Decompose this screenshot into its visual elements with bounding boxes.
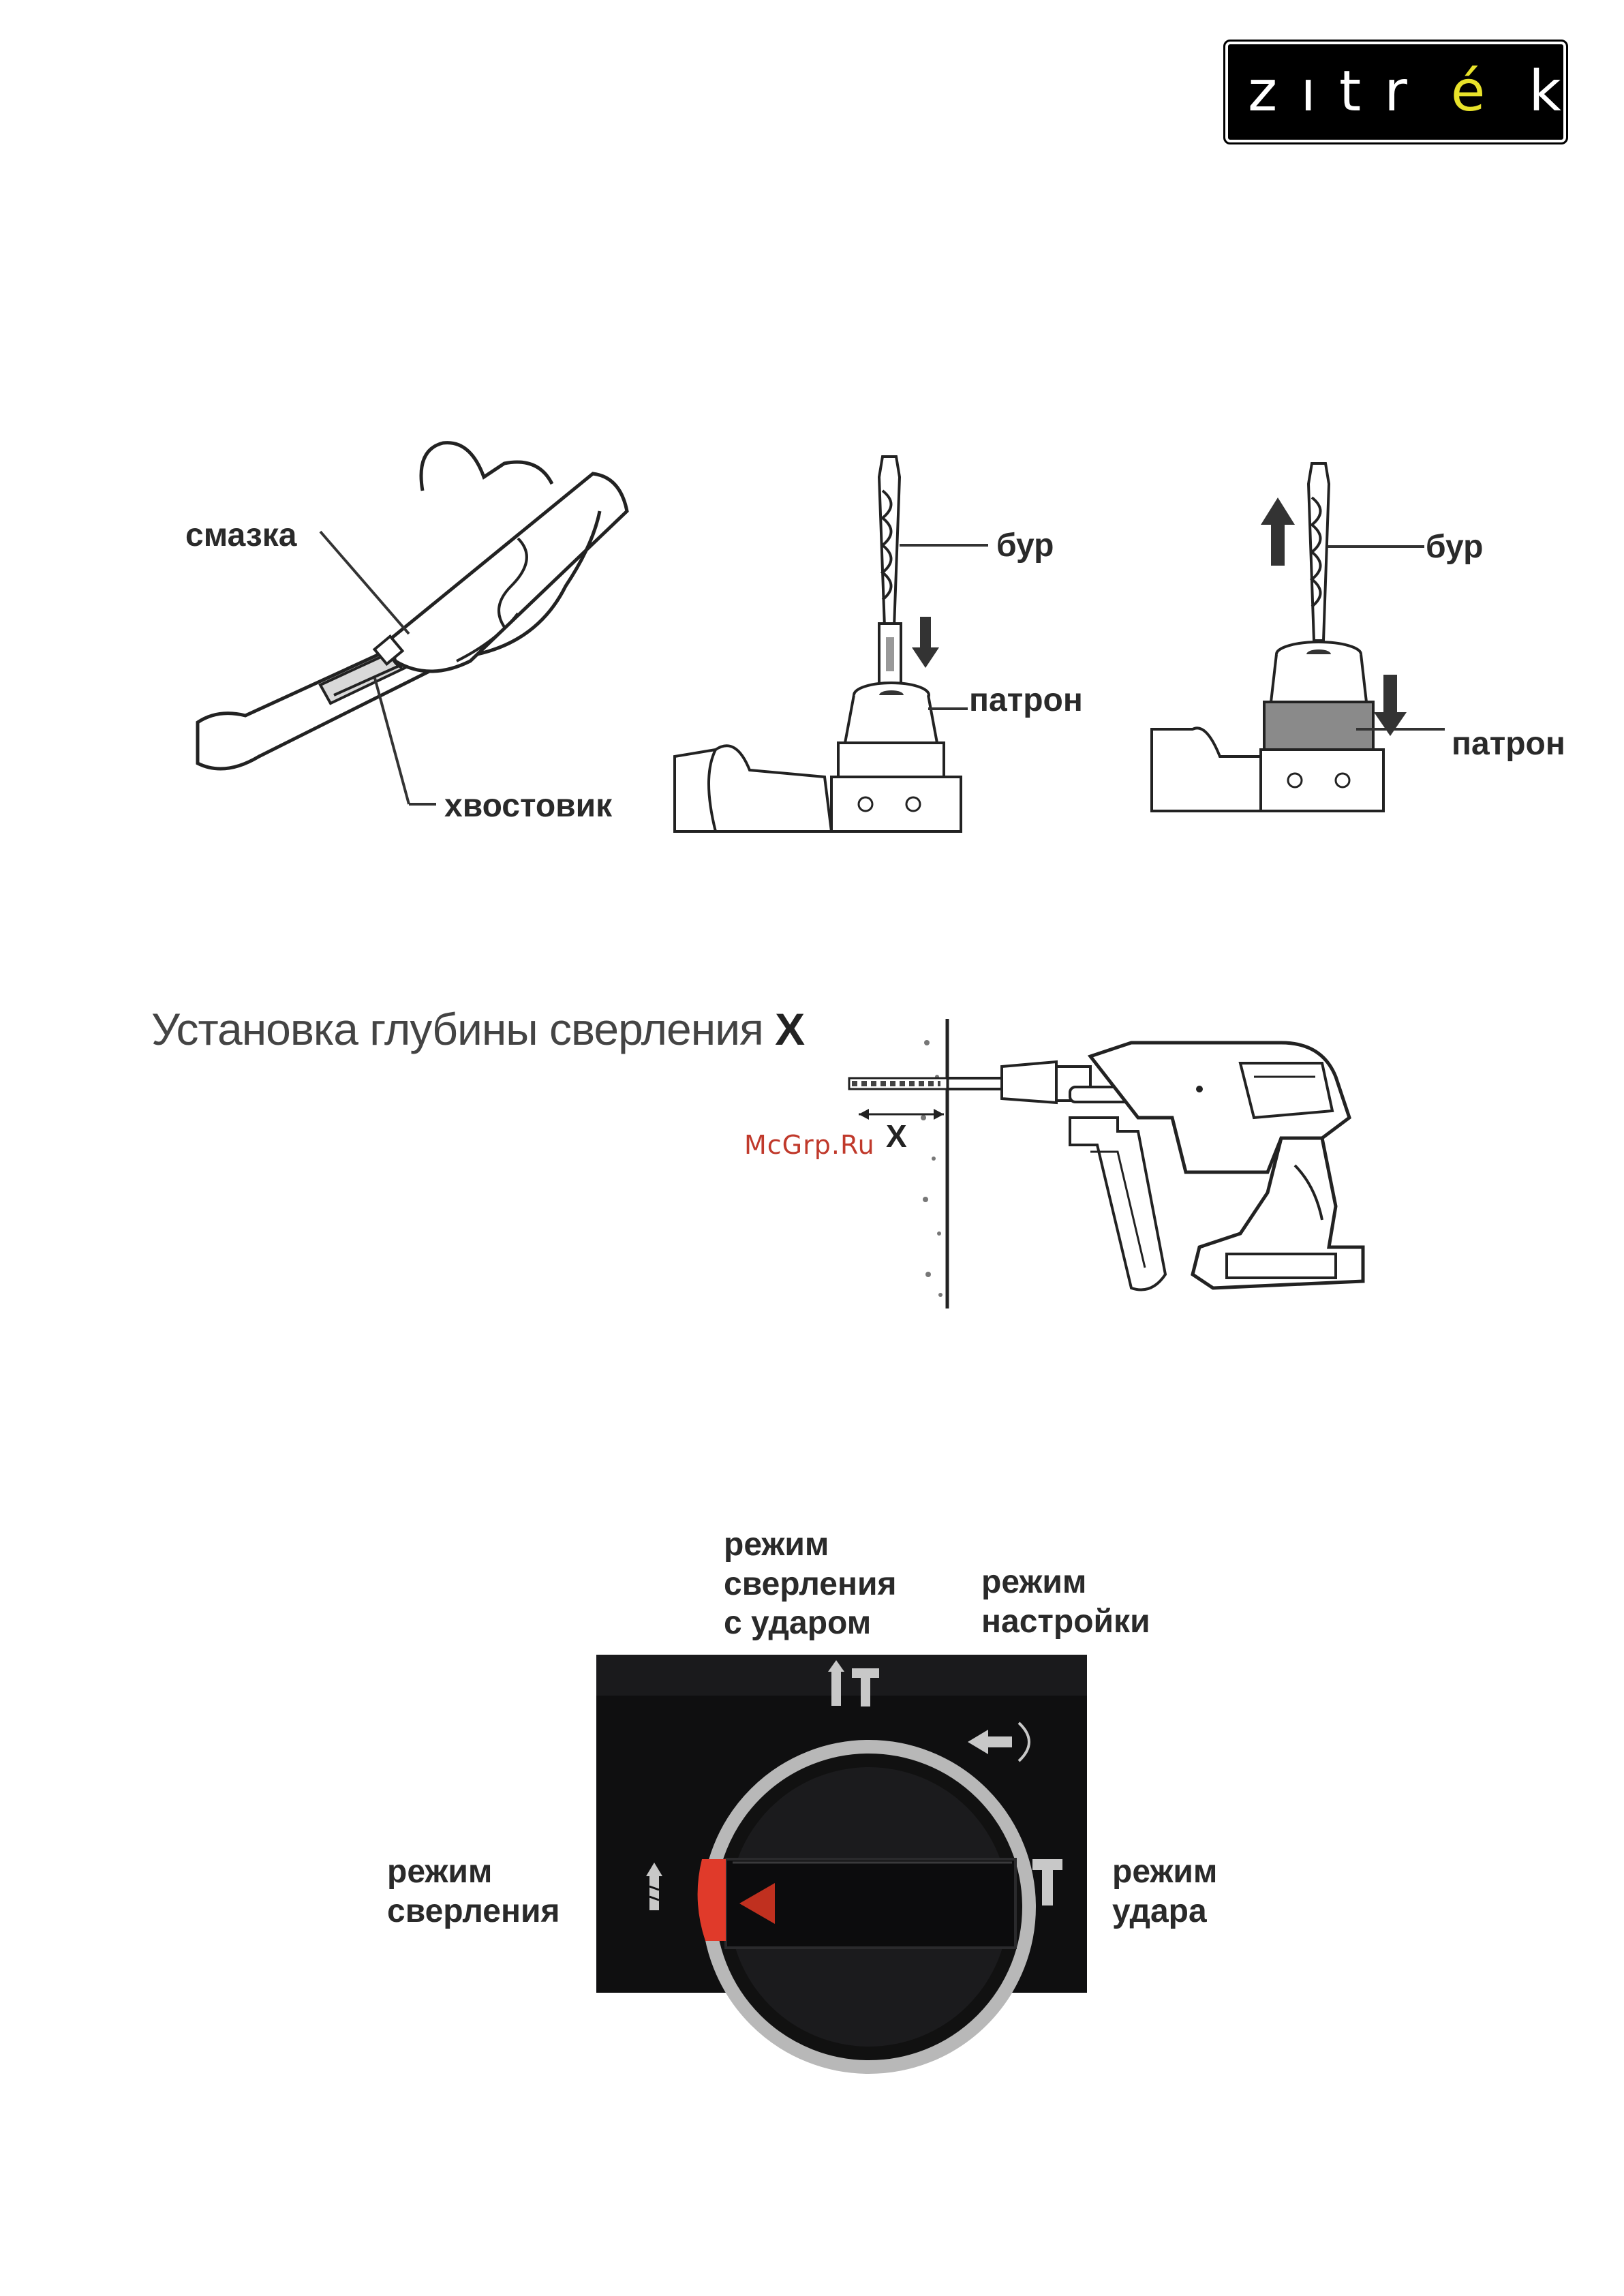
depth-heading: Установка глубины сверления X xyxy=(151,1004,805,1054)
logo-text: zıtr é k xyxy=(1248,59,1584,124)
remove-chuck-label: патрон xyxy=(1452,726,1565,762)
brand-logo xyxy=(1223,40,1584,144)
insert-bit-label: бур xyxy=(996,527,1054,564)
shank-label: хвостовик xyxy=(444,788,613,824)
adjust-mode-label: режим настройки xyxy=(981,1564,1150,1640)
mode-selector-photo xyxy=(596,1655,1087,1993)
grease-label: смазка xyxy=(185,517,297,553)
remove-bit-label: бур xyxy=(1426,529,1484,565)
lubrication-illustration xyxy=(184,436,661,831)
hammer-mode-label: режим удара xyxy=(1112,1854,1218,1929)
drill-mode-label: режим сверления xyxy=(387,1854,560,1929)
remove-bit-illustration xyxy=(1152,457,1574,825)
dimension-x-label: X xyxy=(886,1118,907,1154)
insert-chuck-label: патрон xyxy=(969,682,1083,718)
hammer-drill-mode-label: режим сверления с ударом xyxy=(724,1527,897,1642)
insert-bit-illustration xyxy=(675,450,1118,838)
watermark: McGrp.Ru xyxy=(744,1130,875,1160)
depth-setting-illustration xyxy=(845,1015,1383,1315)
